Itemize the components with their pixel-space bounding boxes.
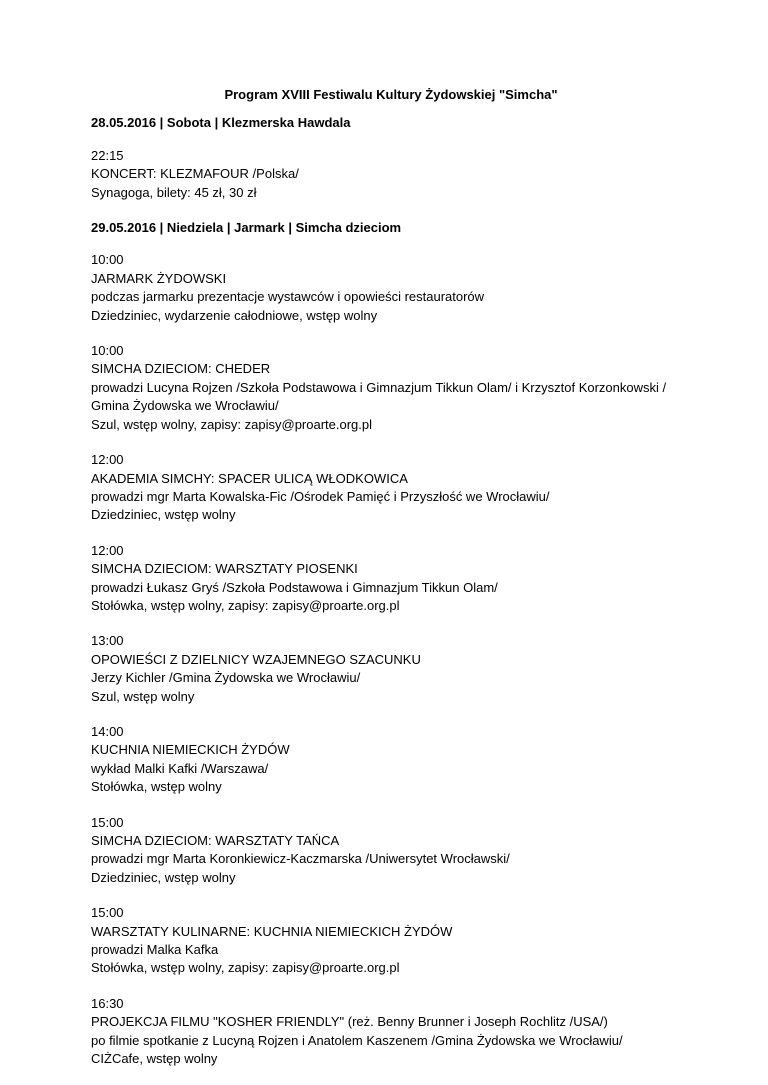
event-detail: podczas jarmarku prezentacje wystawców i opowieści restauratorów	[91, 289, 485, 305]
event-location: Dziedziniec, wstęp wolny	[91, 507, 236, 523]
event-location: Dziedziniec, wstęp wolny	[91, 869, 236, 885]
event-time: 14:00	[91, 723, 124, 739]
event-time: 12:00	[91, 452, 124, 468]
event-name: SIMCHA DZIECIOM: CHEDER	[91, 361, 271, 377]
event-entry	[91, 995, 691, 1069]
event-entry	[91, 342, 691, 434]
event-name: SIMCHA DZIECIOM: WARSZTATY PIOSENKI	[91, 561, 358, 577]
event-location: Szul, wstęp wolny	[91, 688, 195, 704]
event-entry	[91, 251, 691, 325]
event-location: Synagoga, bilety: 45 zł, 30 zł	[91, 184, 257, 200]
event-location: CIŻCafe, wstęp wolny	[91, 1051, 218, 1067]
event-name: JARMARK ŻYDOWSKI	[91, 270, 227, 286]
event-entry	[91, 632, 691, 706]
event-time: 15:00	[91, 814, 124, 830]
event-detail: Gmina Żydowska we Wrocławiu/	[91, 398, 279, 414]
event-entry	[91, 451, 691, 525]
event-name: WARSZTATY KULINARNE: KUCHNIA NIEMIECKICH ŻYDÓW	[91, 923, 453, 939]
event-name: OPOWIEŚCI Z DZIELNICY WZAJEMNEGO SZACUNKU	[91, 651, 421, 667]
event-entry	[91, 723, 691, 797]
day-heading: 29.05.2016 | Niedziela | Jarmark | Simcha dzieciom	[91, 220, 402, 236]
event-time: 13:00	[91, 633, 124, 649]
event-time: 15:00	[91, 905, 124, 921]
document-title: Program XVIII Festiwalu Kultury Żydowskiej "Simcha"	[224, 87, 558, 102]
schedule	[91, 114, 691, 1068]
event-detail: prowadzi Łukasz Gryś /Szkoła Podstawowa i Gimnazjum Tikkun Olam/	[91, 579, 498, 595]
event-entry	[91, 147, 691, 202]
event-detail: prowadzi Malka Kafka	[91, 942, 219, 958]
event-name: KONCERT: KLEZMAFOUR /Polska/	[91, 166, 299, 182]
event-location: Stołówka, wstęp wolny, zapisy: zapisy@proarte.org.pl	[91, 960, 400, 976]
event-name: SIMCHA DZIECIOM: WARSZTATY TAŃCA	[91, 833, 340, 848]
event-entry	[91, 542, 691, 616]
event-entry	[91, 904, 691, 978]
document-page	[91, 86, 691, 1085]
event-detail: prowadzi Lucyna Rojzen /Szkoła Podstawowa i Gimnazjum Tikkun Olam/ i Krzysztof Korzonkowski /	[91, 379, 667, 395]
event-time: 10:00	[91, 343, 124, 359]
event-location: Szul, wstęp wolny, zapisy: zapisy@proarte.org.pl	[91, 416, 373, 432]
event-location: Stołówka, wstęp wolny	[91, 779, 222, 795]
event-time: 12:00	[91, 542, 124, 558]
event-detail: prowadzi mgr Marta Kowalska-Fic /Ośrodek Pamięć i Przyszłość we Wrocławiu/	[91, 488, 550, 504]
event-detail: wykład Malki Kafki /Warszawa/	[91, 760, 269, 776]
event-detail: Jerzy Kichler /Gmina Żydowska we Wrocławiu/	[91, 670, 361, 686]
event-name: PROJEKCJA FILMU "KOSHER FRIENDLY" (reż. Benny Brunner i Joseph Rochlitz /USA/)	[91, 1014, 608, 1030]
event-time: 10:00	[91, 252, 124, 268]
event-name: AKADEMIA SIMCHY: SPACER ULICĄ WŁODKOWICA	[91, 470, 408, 486]
event-time: 16:30	[91, 995, 124, 1011]
event-location: Dziedziniec, wydarzenie całodniowe, wstęp wolny	[91, 307, 378, 323]
event-detail: po filmie spotkanie z Lucyną Rojzen i Anatolem Kaszenem /Gmina Żydowska we Wrocławiu/	[91, 1032, 623, 1048]
event-name: KUCHNIA NIEMIECKICH ŻYDÓW	[91, 742, 290, 758]
event-time: 22:15	[91, 147, 124, 163]
event-detail: prowadzi mgr Marta Koronkiewicz-Kaczmarska /Uniwersytet Wrocławski/	[91, 851, 510, 867]
event-entry	[91, 814, 691, 888]
day-heading: 28.05.2016 | Sobota | Klezmerska Hawdala	[91, 115, 351, 131]
event-location: Stołówka, wstęp wolny, zapisy: zapisy@proarte.org.pl	[91, 597, 400, 613]
